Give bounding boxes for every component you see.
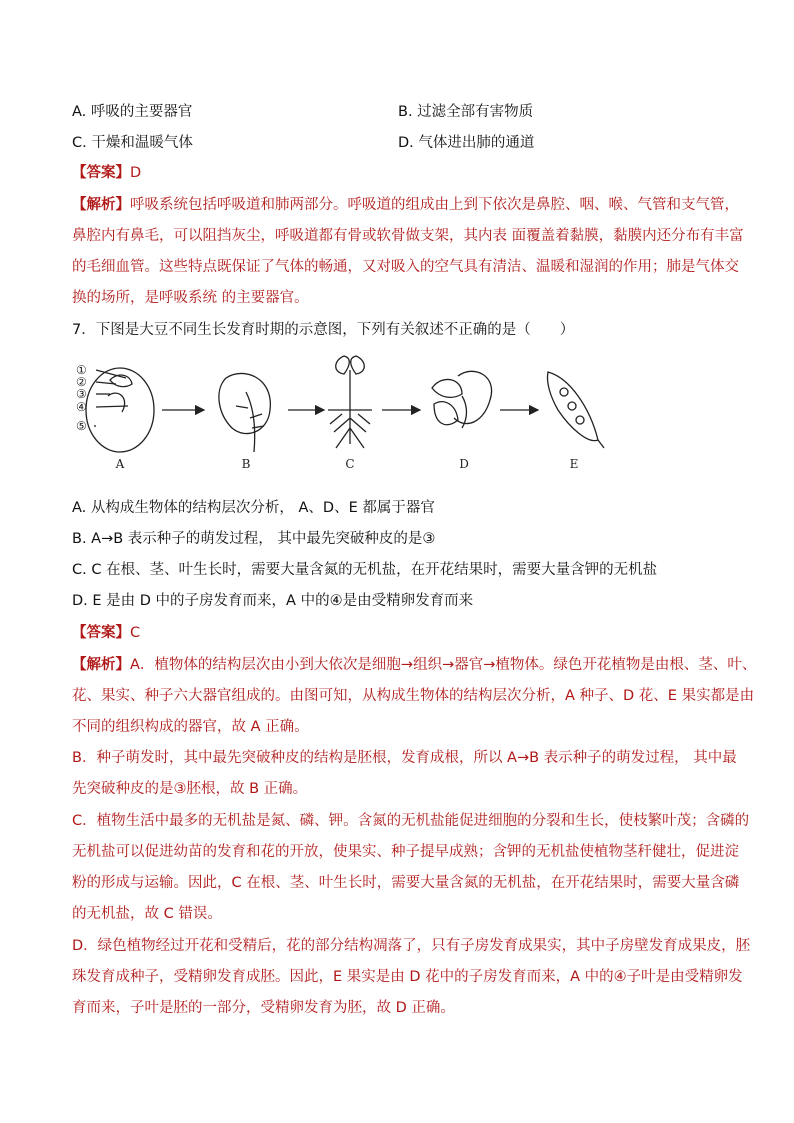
callout-2: ② — [76, 375, 87, 389]
analysis-line: 的无机盐，故 C 错误。 — [72, 906, 222, 922]
analysis-line: 换的场所，是呼吸系统 的主要器官。 — [72, 290, 309, 306]
analysis-line: 【解析】A．植物体的结构层次由小到大依次是细胞→组织→器官→植物体。绿色开花植物是由根、茎、叶、 — [72, 657, 757, 673]
analysis-tag: 【解析】 — [72, 197, 130, 213]
q6-option-a: A. 呼吸的主要器官 — [72, 104, 193, 120]
answer-value: C — [130, 625, 141, 641]
analysis-line: D．绿色植物经过开花和受精后，花的部分结构凋落了，只有子房发育成果实，其中子房壁发育成果皮，胚 — [72, 938, 751, 954]
q6-option-d: D. 气体进出肺的通道 — [398, 135, 535, 151]
stage-label-b: B — [241, 457, 251, 471]
q7-option-d: D. E 是由 D 中的子房发育而来，A 中的④是由受精卵发育而来 — [72, 593, 474, 609]
analysis-line: 育而来，子叶是胚的一部分，受精卵发育为胚，故 D 正确。 — [72, 1000, 455, 1016]
analysis-line: 花、果实、种子六大器官组成的。由图可知，从构成生物体的结构层次分析，A 种子、D 花、E 果实都是由 — [72, 688, 755, 704]
q7-answer — [72, 623, 140, 643]
seed-drawing — [86, 368, 154, 452]
pod-drawing — [547, 372, 604, 448]
analysis-line: 不同的组织构成的器官，故 A 正确。 — [72, 719, 309, 735]
stage-label-a: A — [115, 457, 125, 471]
germinating-seed-drawing — [219, 373, 270, 452]
stage-label-e: E — [569, 457, 579, 471]
callout-3: ③ — [76, 387, 87, 401]
analysis-tag: 【解析】 — [72, 657, 130, 673]
q6-option-c: C. 干燥和温暖气体 — [72, 135, 193, 151]
analysis-line: 的毛细血管。这些特点既保证了气体的畅通，又对吸入的空气具有清洁、温暖和湿润的作用；肺是气体交 — [72, 259, 739, 275]
q7-option-a: A. 从构成生物体的结构层次分析， A、D、E 都属于器官 — [72, 500, 435, 516]
q7-option-b: B. A→B 表示种子的萌发过程， 其中最先突破种皮的是③ — [72, 531, 436, 547]
answer-tag: 【答案】 — [72, 165, 130, 181]
q6-option-b: B. 过滤全部有害物质 — [398, 104, 534, 120]
callout-5: ⑤ — [76, 419, 87, 433]
analysis-line: B．种子萌发时，其中最先突破种皮的结构是胚根，发育成根，所以 A→B 表示种子的萌发过程， 其中最 — [72, 750, 737, 766]
analysis-line: C．植物生活中最多的无机盐是氮、磷、钾。含氮的无机盐能促进细胞的分裂和生长，使枝繁叶茂；含磷的 — [72, 813, 750, 829]
analysis-line: 无机盐可以促进幼苗的发育和花的开放，使果实、种子提早成熟；含钾的无机盐使植物茎秆健壮，促进淀 — [72, 844, 739, 860]
analysis-line: 粉的形成与运输。因此，C 在根、茎、叶生长时，需要大量含氮的无机盐，在开花结果时，需要大量含磷 — [72, 875, 740, 891]
answer-value: D — [130, 165, 142, 181]
flower-drawing — [432, 371, 492, 428]
analysis-line: 珠发育成种子，受精卵发育成胚。因此，E 果实是由 D 花中的子房发育而来，A 中的④子叶是由受精卵发 — [72, 969, 743, 985]
q6-answer — [72, 163, 141, 183]
seedling-drawing — [328, 356, 372, 448]
analysis-line: 先突破种皮的是③胚根，故 B 正确。 — [72, 781, 308, 797]
analysis-line: 鼻腔内有鼻毛，可以阻挡灰尘，呼吸道都有骨或软骨做支架，其内表 面覆盖着黏膜，黏膜内还分布有丰富 — [72, 228, 744, 244]
analysis-line: 【解析】呼吸系统包括呼吸道和肺两部分。呼吸道的组成由上到下依次是鼻腔、咽、喉、气管和支气管， — [72, 197, 739, 213]
soybean-growth-figure — [70, 348, 610, 476]
stage-label-d: D — [459, 457, 469, 471]
q7-option-c: C. C 在根、茎、叶生长时，需要大量含氮的无机盐，在开花结果时，需要大量含钾的无机盐 — [72, 562, 658, 578]
stage-label-c: C — [345, 457, 355, 471]
answer-tag: 【答案】 — [72, 625, 130, 641]
q7-stem: 7．下图是大豆不同生长发育时期的示意图，下列有关叙述不正确的是（ ） — [72, 322, 575, 338]
callout-1: ① — [76, 363, 87, 377]
callout-4: ④ — [76, 400, 87, 414]
